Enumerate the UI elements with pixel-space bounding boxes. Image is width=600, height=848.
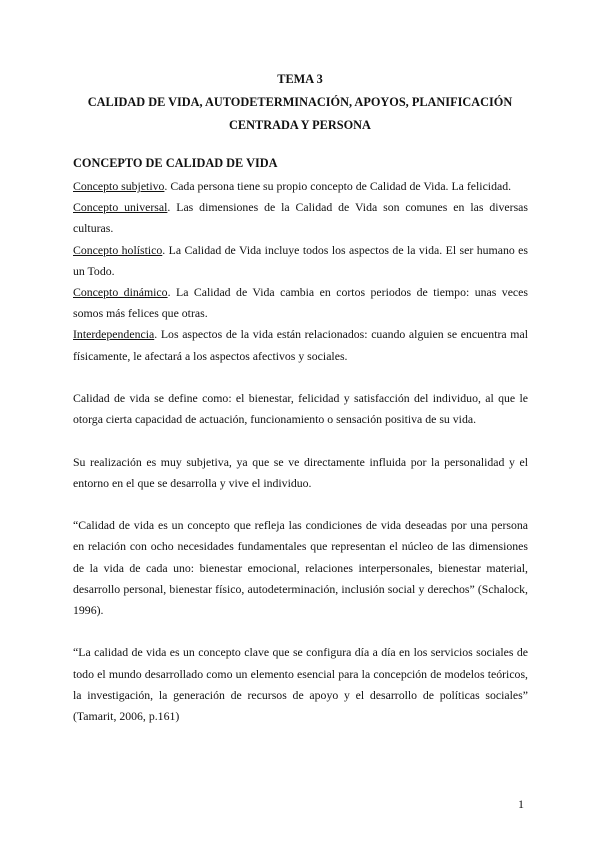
document-body [73, 176, 528, 727]
concept-text: . La Calidad de Vida cambia en cortos periodos de tiempo: unas veces somos más felices que otras. [73, 285, 528, 321]
concept-text: . La Calidad de Vida incluye todos los aspectos de la vida. El ser humano es un Todo. [73, 242, 528, 278]
title-block [60, 68, 540, 137]
concept-item [73, 282, 528, 324]
concept-item [73, 240, 528, 282]
concept-term: Concepto subjetivo [73, 179, 165, 193]
concept-term: Concepto dinámico [73, 285, 168, 300]
page-number: 1 [518, 797, 524, 811]
concept-text: . Los aspectos de la vida están relacionados: cuando alguien se encuentra mal físicamente, le afectará a los aspectos afectivos y sociales. [73, 327, 528, 363]
quote-paragraph-tamarit: “La calidad de vida es un concepto clave que se configura día a día en los servicios sociales de todo el mundo desarrollado como un elemento esencial para la concepción de modelos teóricos, la investigación, la generación de recursos de apoyo y el desarrollo de políticas sociales” (Tamarit, 2006, p.161) [73, 645, 528, 724]
document-title-line-1: CALIDAD DE VIDA, AUTODETERMINACIÓN, APOYOS, PLANIFICACIÓN [87, 95, 513, 109]
body-paragraph-subjectivity: Su realización es muy subjetiva, ya que se ve directamente influida por la personalidad y el entorno en el que se desarrolla y vive el individuo. [73, 454, 528, 490]
concept-text: . Las dimensiones de la Calidad de Vida son comunes en las diversas culturas. [73, 200, 528, 236]
topic-label: TEMA 3 [277, 72, 323, 86]
concept-term: Interdependencia [73, 327, 155, 342]
section-heading: CONCEPTO DE CALIDAD DE VIDA [73, 156, 278, 170]
concept-term: Concepto holístico [73, 242, 163, 257]
quote-paragraph-schalock: “Calidad de vida es un concepto que refleja las condiciones de vida deseadas por una persona en relación con ocho necesidades fundamentales que representan el núcleo de las dimensiones de la vida de cada uno: bienestar emocional, relaciones interpersonales, bienestar material, desarrollo personal, bienestar físico, autodeterminación, inclusión social y derechos” (Schalock, 1996). [73, 518, 528, 618]
concept-text: . Cada persona tiene su propio concepto de Calidad de Vida. La felicidad. [164, 179, 512, 193]
document-title-line-2: CENTRADA Y PERSONA [229, 118, 371, 132]
concept-item [73, 176, 528, 197]
concept-item [73, 197, 528, 239]
body-paragraph-definition: Calidad de vida se define como: el bienestar, felicidad y satisfacción del individuo, al que le otorga cierta capacidad de actuación, funcionamiento o sensación positiva de su vida. [73, 391, 528, 427]
concept-term: Concepto universal [73, 200, 168, 215]
concept-item [73, 324, 528, 366]
